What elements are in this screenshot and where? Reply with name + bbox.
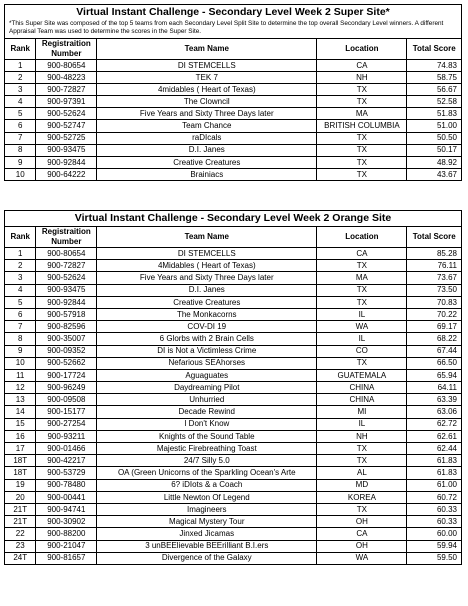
rank-cell: 10	[5, 168, 36, 180]
score-cell: 74.83	[407, 60, 462, 72]
score-cell: 61.83	[407, 455, 462, 467]
rank-header: Rank	[5, 227, 36, 248]
location-cell: KOREA	[317, 491, 407, 503]
table-row	[5, 455, 462, 467]
team-cell: Five Years and Sixty Three Days later	[97, 108, 317, 120]
team-cell: DI STEMCELLS	[97, 248, 317, 260]
registration-cell: 900-09352	[36, 345, 97, 357]
header-row	[5, 39, 462, 60]
rank-cell: 18T	[5, 455, 36, 467]
location-cell: NH	[317, 430, 407, 442]
table-row	[5, 382, 462, 394]
registration-header-line2: Number	[51, 237, 82, 246]
score-cell: 65.94	[407, 369, 462, 381]
location-header: Location	[317, 39, 407, 60]
registration-cell: 900-53729	[36, 467, 97, 479]
registration-cell: 900-42217	[36, 455, 97, 467]
location-cell: TX	[317, 156, 407, 168]
rank-cell: 14	[5, 406, 36, 418]
table-row	[5, 72, 462, 84]
score-cell: 51.83	[407, 108, 462, 120]
rank-cell: 15	[5, 418, 36, 430]
location-cell: MD	[317, 479, 407, 491]
team-cell: Daydreaming Pilot	[97, 382, 317, 394]
team-cell: The Monkacorns	[97, 308, 317, 320]
super-site-section	[4, 4, 462, 181]
location-cell: TX	[317, 84, 407, 96]
registration-cell: 900-72827	[36, 84, 97, 96]
location-cell: TX	[317, 357, 407, 369]
location-cell: TX	[317, 96, 407, 108]
team-cell: Brainiacs	[97, 168, 317, 180]
table-row	[5, 491, 462, 503]
super-site-note: *This Super Site was composed of the top 5 teams from each Secondary Level Split Site to determine the top overall Secondary Level winners. A different Appraisal Team was used to determine the scores in the Super Site.	[9, 20, 444, 35]
registration-cell: 900-80654	[36, 248, 97, 260]
table-row	[5, 540, 462, 552]
location-cell: TX	[317, 260, 407, 272]
team-cell: DI STEMCELLS	[97, 60, 317, 72]
team-cell: 3 unBEElievable BEErilliant B.I.ers	[97, 540, 317, 552]
table-row	[5, 168, 462, 180]
table-row	[5, 443, 462, 455]
rank-cell: 5	[5, 108, 36, 120]
location-cell: OH	[317, 540, 407, 552]
table-row	[5, 144, 462, 156]
team-cell: The Clowncil	[97, 96, 317, 108]
table-row	[5, 132, 462, 144]
table-row	[5, 394, 462, 406]
table-row	[5, 272, 462, 284]
team-cell: Majestic Firebreathing Toast	[97, 443, 317, 455]
location-cell: CO	[317, 345, 407, 357]
registration-cell: 900-88200	[36, 528, 97, 540]
score-cell: 50.17	[407, 144, 462, 156]
team-cell: Knights of the Sound Table	[97, 430, 317, 442]
rank-cell: 5	[5, 296, 36, 308]
registration-cell: 900-97391	[36, 96, 97, 108]
rank-cell: 9	[5, 156, 36, 168]
rank-cell: 11	[5, 369, 36, 381]
score-header: Total Score	[407, 39, 462, 60]
rank-cell: 13	[5, 394, 36, 406]
score-cell: 60.72	[407, 491, 462, 503]
location-cell: WA	[317, 321, 407, 333]
rank-cell: 3	[5, 84, 36, 96]
score-cell: 59.94	[407, 540, 462, 552]
location-cell: WA	[317, 552, 407, 564]
rank-header: Rank	[5, 39, 36, 60]
score-cell: 60.33	[407, 516, 462, 528]
team-cell: OA (Green Unicorns of the Sparkling Ocean's Arte	[97, 467, 317, 479]
team-cell: Little Newton Of Legend	[97, 491, 317, 503]
location-cell: IL	[317, 308, 407, 320]
score-cell: 70.22	[407, 308, 462, 320]
team-cell: D.I. Janes	[97, 144, 317, 156]
rank-cell: 12	[5, 382, 36, 394]
team-cell: Creative Creatures	[97, 156, 317, 168]
score-cell: 70.83	[407, 296, 462, 308]
rank-cell: 2	[5, 260, 36, 272]
super-site-table	[4, 38, 462, 181]
score-header: Total Score	[407, 227, 462, 248]
registration-cell: 900-93475	[36, 284, 97, 296]
rank-cell: 2	[5, 72, 36, 84]
rank-cell: 6	[5, 120, 36, 132]
registration-cell: 900-93475	[36, 144, 97, 156]
registration-cell: 900-35007	[36, 333, 97, 345]
rank-cell: 8	[5, 144, 36, 156]
team-cell: 4midables ( Heart of Texas)	[97, 84, 317, 96]
table-row	[5, 467, 462, 479]
table-row	[5, 108, 462, 120]
table-row	[5, 552, 462, 564]
score-cell: 85.28	[407, 248, 462, 260]
score-cell: 63.06	[407, 406, 462, 418]
super-site-title: Virtual Instant Challenge - Secondary Level Week 2 Super Site*	[76, 6, 390, 18]
rank-cell: 21T	[5, 503, 36, 515]
rank-cell: 22	[5, 528, 36, 540]
table-row	[5, 260, 462, 272]
registration-cell: 900-17724	[36, 369, 97, 381]
table-row	[5, 156, 462, 168]
table-row	[5, 479, 462, 491]
location-cell: NH	[317, 72, 407, 84]
rank-cell: 23	[5, 540, 36, 552]
score-cell: 63.39	[407, 394, 462, 406]
rank-cell: 9	[5, 345, 36, 357]
registration-cell: 900-80654	[36, 60, 97, 72]
location-cell: CHINA	[317, 382, 407, 394]
team-cell: D.I. Janes	[97, 284, 317, 296]
registration-cell: 900-64222	[36, 168, 97, 180]
location-cell: MI	[317, 406, 407, 418]
registration-cell: 900-72827	[36, 260, 97, 272]
location-cell: OH	[317, 516, 407, 528]
team-cell: 24/7 Silly 5.0	[97, 455, 317, 467]
team-cell: 4Midables ( Heart of Texas)	[97, 260, 317, 272]
score-cell: 43.67	[407, 168, 462, 180]
score-cell: 67.44	[407, 345, 462, 357]
table-row	[5, 84, 462, 96]
registration-header-line2: Number	[51, 49, 82, 58]
registration-cell: 900-52747	[36, 120, 97, 132]
super-site-header	[4, 4, 462, 38]
rank-cell: 20	[5, 491, 36, 503]
rank-cell: 24T	[5, 552, 36, 564]
location-cell: BRITISH COLUMBIA	[317, 120, 407, 132]
location-cell: TX	[317, 455, 407, 467]
team-cell: Decade Rewind	[97, 406, 317, 418]
location-cell: TX	[317, 132, 407, 144]
score-cell: 68.22	[407, 333, 462, 345]
table-row	[5, 406, 462, 418]
score-cell: 62.44	[407, 443, 462, 455]
registration-cell: 900-93211	[36, 430, 97, 442]
score-cell: 56.67	[407, 84, 462, 96]
registration-cell: 900-00441	[36, 491, 97, 503]
orange-site-section	[4, 210, 462, 565]
team-cell: COV-DI 19	[97, 321, 317, 333]
table-row	[5, 357, 462, 369]
score-cell: 62.72	[407, 418, 462, 430]
team-cell: Team Chance	[97, 120, 317, 132]
registration-cell: 900-81657	[36, 552, 97, 564]
table-row	[5, 296, 462, 308]
location-cell: TX	[317, 296, 407, 308]
location-header: Location	[317, 227, 407, 248]
team-cell: 6? iDIots & a Coach	[97, 479, 317, 491]
score-cell: 60.33	[407, 503, 462, 515]
orange-site-table	[4, 226, 462, 565]
score-cell: 51.00	[407, 120, 462, 132]
team-cell: Divergence of the Galaxy	[97, 552, 317, 564]
score-cell: 62.61	[407, 430, 462, 442]
rank-cell: 1	[5, 60, 36, 72]
score-cell: 73.50	[407, 284, 462, 296]
score-cell: 76.11	[407, 260, 462, 272]
team-cell: Magical Mystery Tour	[97, 516, 317, 528]
table-row	[5, 321, 462, 333]
orange-site-header	[4, 210, 462, 226]
team-cell: I Don't Know	[97, 418, 317, 430]
team-cell: Jinxed Jicamas	[97, 528, 317, 540]
table-row	[5, 430, 462, 442]
team-cell: Unhurried	[97, 394, 317, 406]
team-cell: Five Years and Sixty Three Days later	[97, 272, 317, 284]
table-row	[5, 528, 462, 540]
score-cell: 61.00	[407, 479, 462, 491]
registration-cell: 900-78480	[36, 479, 97, 491]
registration-header	[36, 227, 97, 248]
location-cell: IL	[317, 333, 407, 345]
location-cell: CA	[317, 528, 407, 540]
score-cell: 73.67	[407, 272, 462, 284]
score-cell: 60.00	[407, 528, 462, 540]
location-cell: TX	[317, 443, 407, 455]
rank-cell: 10	[5, 357, 36, 369]
location-cell: CA	[317, 248, 407, 260]
table-row	[5, 248, 462, 260]
location-cell: MA	[317, 272, 407, 284]
location-cell: CHINA	[317, 394, 407, 406]
table-row	[5, 503, 462, 515]
team-cell: 6 Glorbs with 2 Brain Cells	[97, 333, 317, 345]
table-row	[5, 284, 462, 296]
location-cell: TX	[317, 284, 407, 296]
orange-site-title: Virtual Instant Challenge - Secondary Level Week 2 Orange Site	[74, 212, 392, 224]
header-row	[5, 227, 462, 248]
location-cell: TX	[317, 503, 407, 515]
team-cell: raDIcals	[97, 132, 317, 144]
registration-cell: 900-27254	[36, 418, 97, 430]
table-row	[5, 418, 462, 430]
score-cell: 59.50	[407, 552, 462, 564]
team-cell: Imagineers	[97, 503, 317, 515]
registration-header-line1: Registraition	[41, 39, 91, 48]
table-row	[5, 516, 462, 528]
table-row	[5, 60, 462, 72]
rank-cell: 16	[5, 430, 36, 442]
location-cell: TX	[317, 144, 407, 156]
registration-header	[36, 39, 97, 60]
table-row	[5, 345, 462, 357]
rank-cell: 6	[5, 308, 36, 320]
registration-cell: 900-57918	[36, 308, 97, 320]
team-cell: Aguaguates	[97, 369, 317, 381]
table-row	[5, 369, 462, 381]
team-cell: DI is Not a Victimless Crime	[97, 345, 317, 357]
registration-cell: 900-15177	[36, 406, 97, 418]
table-row	[5, 333, 462, 345]
rank-cell: 4	[5, 284, 36, 296]
registration-cell: 900-94741	[36, 503, 97, 515]
location-cell: CA	[317, 60, 407, 72]
score-cell: 58.75	[407, 72, 462, 84]
registration-header-line1: Registraition	[41, 227, 91, 236]
registration-cell: 900-52624	[36, 272, 97, 284]
registration-cell: 900-52662	[36, 357, 97, 369]
rank-cell: 18T	[5, 467, 36, 479]
team-header: Team Name	[97, 227, 317, 248]
team-cell: TEK 7	[97, 72, 317, 84]
location-cell: MA	[317, 108, 407, 120]
registration-cell: 900-48223	[36, 72, 97, 84]
location-cell: AL	[317, 467, 407, 479]
team-header: Team Name	[97, 39, 317, 60]
rank-cell: 21T	[5, 516, 36, 528]
rank-cell: 3	[5, 272, 36, 284]
score-cell: 61.83	[407, 467, 462, 479]
registration-cell: 900-21047	[36, 540, 97, 552]
location-cell: GUATEMALA	[317, 369, 407, 381]
rank-cell: 8	[5, 333, 36, 345]
registration-cell: 900-96249	[36, 382, 97, 394]
team-cell: Nefarious SEAhorses	[97, 357, 317, 369]
location-cell: IL	[317, 418, 407, 430]
registration-cell: 900-52624	[36, 108, 97, 120]
registration-cell: 900-82596	[36, 321, 97, 333]
score-cell: 66.50	[407, 357, 462, 369]
location-cell: TX	[317, 168, 407, 180]
rank-cell: 1	[5, 248, 36, 260]
registration-cell: 900-09508	[36, 394, 97, 406]
table-row	[5, 120, 462, 132]
rank-cell: 7	[5, 321, 36, 333]
registration-cell: 900-92844	[36, 156, 97, 168]
registration-cell: 900-01466	[36, 443, 97, 455]
score-cell: 64.11	[407, 382, 462, 394]
score-cell: 69.17	[407, 321, 462, 333]
rank-cell: 17	[5, 443, 36, 455]
score-cell: 52.58	[407, 96, 462, 108]
rank-cell: 19	[5, 479, 36, 491]
table-row	[5, 96, 462, 108]
team-cell: Creative Creatures	[97, 296, 317, 308]
rank-cell: 7	[5, 132, 36, 144]
score-cell: 50.50	[407, 132, 462, 144]
table-row	[5, 308, 462, 320]
rank-cell: 4	[5, 96, 36, 108]
registration-cell: 900-52725	[36, 132, 97, 144]
score-cell: 48.92	[407, 156, 462, 168]
registration-cell: 900-30902	[36, 516, 97, 528]
registration-cell: 900-92844	[36, 296, 97, 308]
